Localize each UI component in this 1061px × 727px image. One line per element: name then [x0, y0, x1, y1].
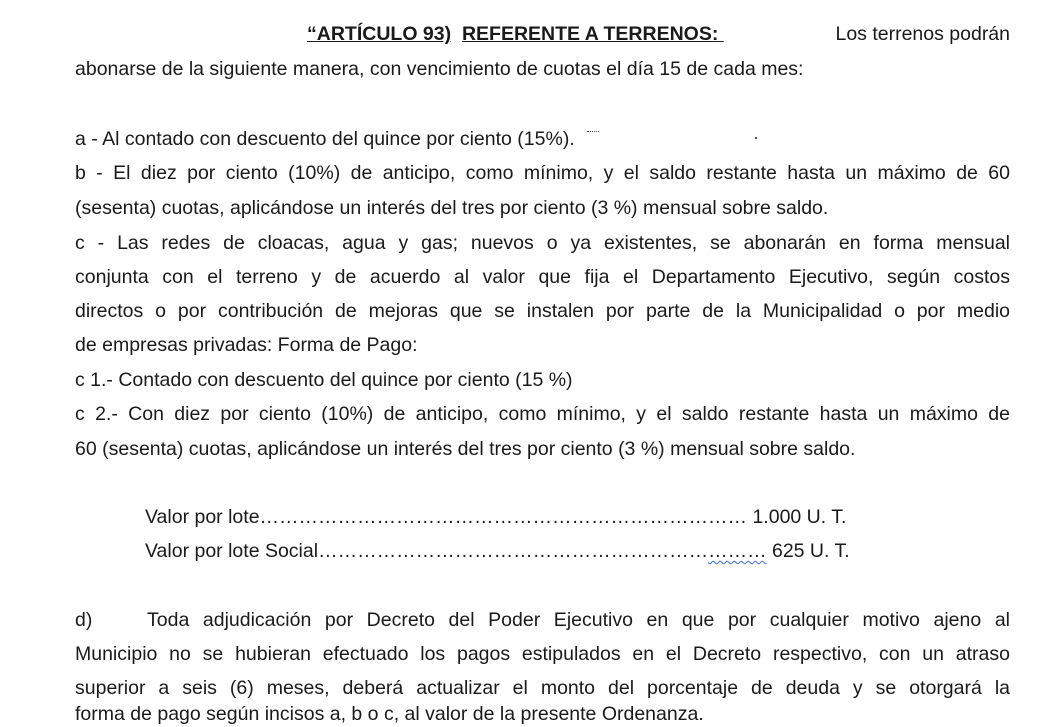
article-quote: “: [307, 23, 317, 45]
item-c-line-4: de empresas privadas: Forma de Pago:: [75, 334, 418, 356]
value-leader-dots-tail: ………: [708, 540, 767, 562]
value-amount: 625 U. T.: [766, 540, 850, 562]
item-d-line-1: [75, 608, 1010, 632]
item-d-line-4: forma de pago según incisos a, b o c, al valor de la presente Ordenanza.: [75, 703, 704, 725]
value-leader-dots: ……………………………………………………: [318, 540, 709, 562]
article-heading: [307, 22, 724, 46]
item-c-line-3: directos o por contribución de mejoras que se instalen por parte de la Municipalidad o por medio: [75, 300, 1010, 322]
item-a: [75, 127, 575, 151]
spellcheck-mark: [587, 125, 599, 132]
value-row-lote-social: [145, 539, 850, 563]
article-heading-line: [307, 22, 1010, 46]
item-d-marker: d): [75, 609, 93, 631]
item-d-line-2: Municipio no se hubieran efectuado los pagos estipulados en el Decreto respectivo, con un atraso: [75, 643, 1010, 665]
value-leader-dots: …………………………………………………………………: [259, 506, 748, 528]
item-c1: c 1.- Contado con descuento del quince por ciento (15 %): [75, 369, 573, 391]
item-c-line-1: c - Las redes de cloacas, agua y gas; nuevos o ya existentes, se abonarán en forma mensual: [75, 232, 1010, 254]
item-a-text: a - Al contado con descuento del quince por ciento (15%).: [75, 128, 575, 150]
item-c-line-2: conjunta con el terreno y de acuerdo al valor que fija el Departamento Ejecutivo, según costos: [75, 266, 1010, 288]
article-intro-line: abonarse de la siguiente manera, con vencimiento de cuotas el día 15 de cada mes:: [75, 58, 804, 80]
document-page: [75, 0, 1010, 727]
item-c2-line-1: c 2.- Con diez por ciento (10%) de anticipo, como mínimo, y el saldo restante hasta un máximo de: [75, 403, 1010, 425]
value-label: Valor por lote: [145, 506, 260, 528]
stray-dot: [755, 137, 757, 139]
value-amount: 1.000 U. T.: [747, 506, 847, 528]
item-c2-line-2: 60 (sesenta) cuotas, aplicándose un interés del tres por ciento (3 %) mensual sobre saldo.: [75, 438, 856, 460]
article-intro-tail: Los terrenos podrán: [835, 23, 1010, 45]
item-b-line-2: (sesenta) cuotas, aplicándose un interés del tres por ciento (3 %) mensual sobre saldo.: [75, 197, 829, 219]
article-title-gap: [718, 23, 723, 45]
item-d-line-3: superior a seis (6) meses, deberá actualizar el monto del porcentaje de deuda y se otorgará la: [75, 677, 1010, 699]
value-row-lote: [145, 505, 846, 529]
article-number: ARTÍCULO 93): [316, 23, 452, 45]
article-title: REFERENTE A TERRENOS:: [461, 23, 719, 45]
value-label: Valor por lote Social: [145, 540, 319, 562]
item-d-line-1-text: Toda adjudicación por Decreto del Poder Ejecutivo en que por cualquier motivo ajeno al: [147, 609, 1010, 631]
item-b-line-1: b - El diez por ciento (10%) de anticipo, como mínimo, y el saldo restante hasta un máximo de 60: [75, 162, 1010, 184]
